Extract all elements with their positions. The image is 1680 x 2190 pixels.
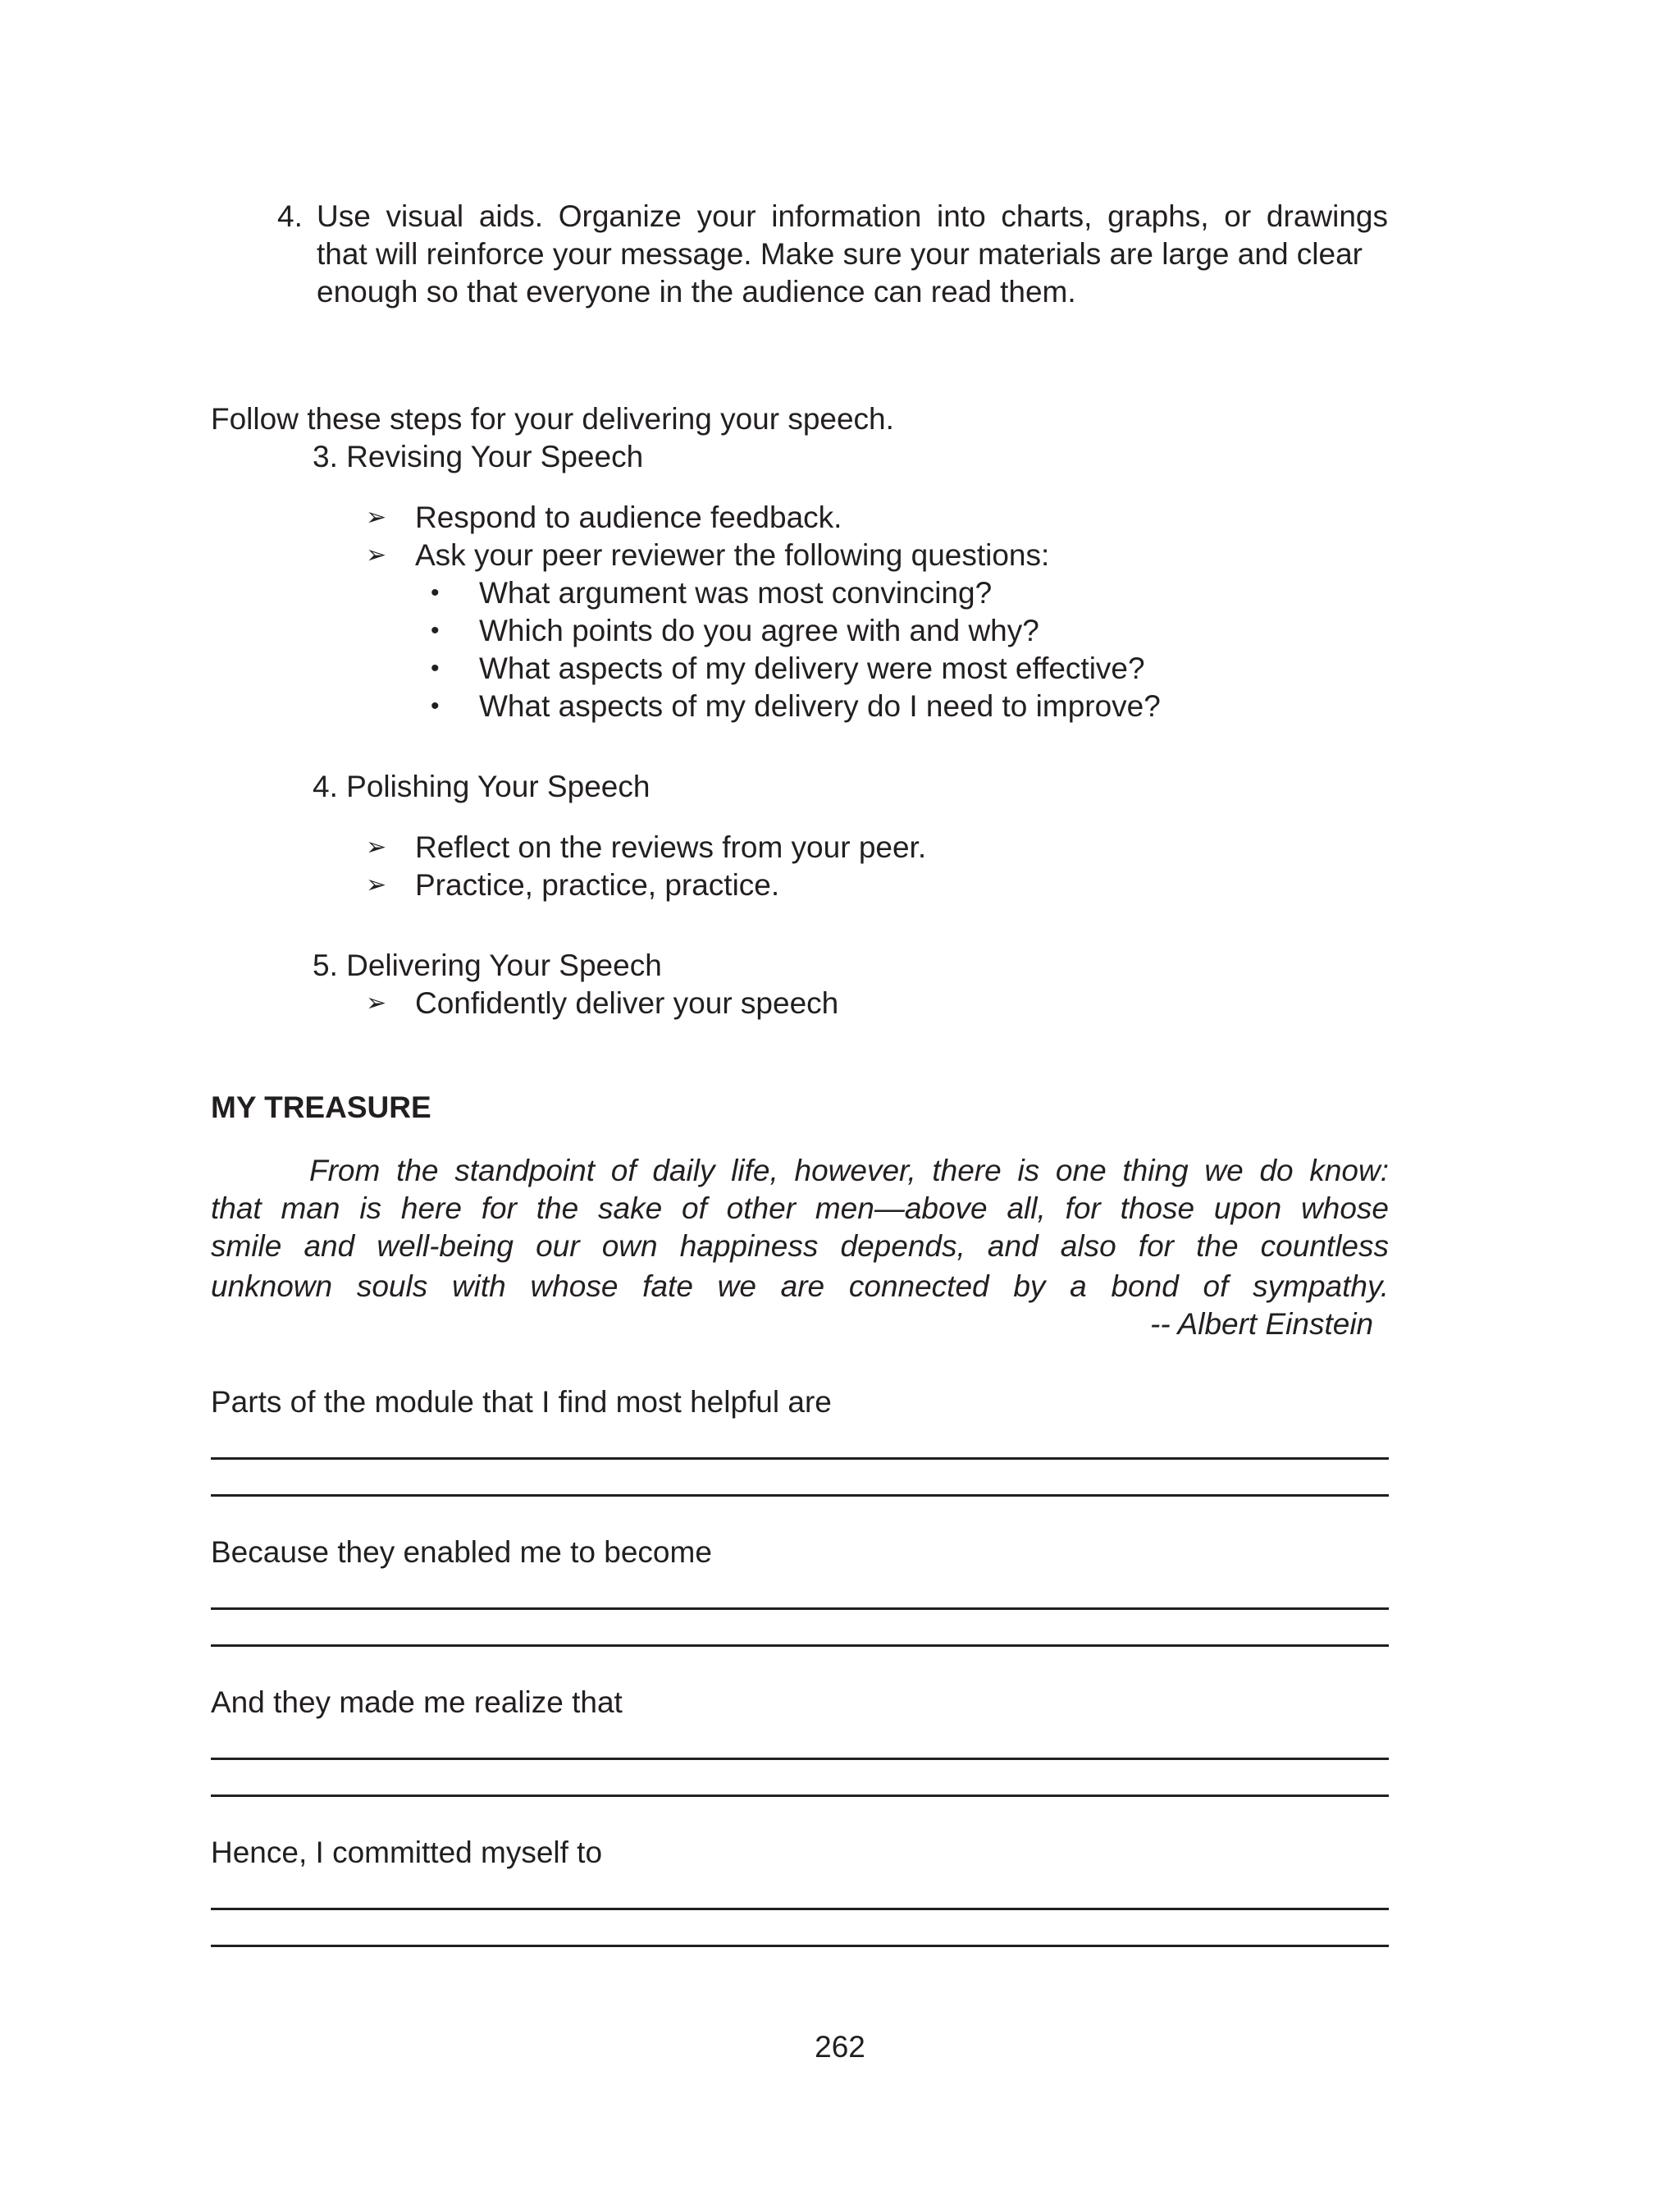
answer-line[interactable] bbox=[211, 1457, 1389, 1460]
step3-point-2: Ask your peer reviewer the following questions: bbox=[415, 538, 1050, 572]
question-2: Which points do you agree with and why? bbox=[479, 614, 1039, 647]
quote-line-4: unknown souls with whose fate we are connected by a bond of sympathy. bbox=[211, 1269, 1389, 1303]
answer-line[interactable] bbox=[211, 1795, 1389, 1797]
step4-title: 4. Polishing Your Speech bbox=[313, 770, 651, 803]
treasure-heading: MY TREASURE bbox=[211, 1090, 431, 1124]
step5-title: 5. Delivering Your Speech bbox=[313, 949, 662, 982]
item4-line-1: Use visual aids. Organize your information into charts, graphs, or drawings bbox=[317, 199, 1388, 233]
page-number: 262 bbox=[815, 2030, 865, 2064]
answer-line[interactable] bbox=[211, 1644, 1389, 1647]
reflection-prompt-2: Because they enabled me to become bbox=[211, 1535, 712, 1569]
bullet-icon: • bbox=[431, 693, 440, 720]
quote-line-3: smile and well-being our own happiness depends, and also for the countless bbox=[211, 1229, 1389, 1263]
reflection-prompt-3: And they made me realize that bbox=[211, 1685, 623, 1719]
answer-line[interactable] bbox=[211, 1607, 1389, 1610]
quote-line-1: From the standpoint of daily life, however, there is one thing we do know: bbox=[309, 1154, 1389, 1187]
arrow-icon: ➢ bbox=[366, 990, 387, 1017]
item4-number: 4. bbox=[277, 199, 303, 233]
quote-line-2: that man is here for the sake of other men—above all, for those upon whose bbox=[211, 1191, 1389, 1225]
question-1: What argument was most convincing? bbox=[479, 576, 993, 610]
arrow-icon: ➢ bbox=[366, 871, 387, 898]
step3-title: 3. Revising Your Speech bbox=[313, 440, 644, 473]
reflection-prompt-4: Hence, I committed myself to bbox=[211, 1836, 603, 1869]
bullet-icon: • bbox=[431, 579, 440, 606]
reflection-prompt-1: Parts of the module that I find most helpful are bbox=[211, 1385, 832, 1419]
question-4: What aspects of my delivery do I need to improve? bbox=[479, 689, 1161, 723]
step3-point-1: Respond to audience feedback. bbox=[415, 501, 842, 534]
steps-intro: Follow these steps for your delivering your speech. bbox=[211, 402, 894, 436]
answer-line[interactable] bbox=[211, 1945, 1389, 1947]
arrow-icon: ➢ bbox=[366, 504, 387, 531]
answer-line[interactable] bbox=[211, 1494, 1389, 1497]
answer-line[interactable] bbox=[211, 1908, 1389, 1910]
question-3: What aspects of my delivery were most effective? bbox=[479, 652, 1145, 685]
bullet-icon: • bbox=[431, 617, 440, 644]
item4-line-2: that will reinforce your message. Make sure your materials are large and clear bbox=[317, 237, 1363, 271]
item4-line-3: enough so that everyone in the audience can read them. bbox=[317, 275, 1076, 309]
bullet-icon: • bbox=[431, 655, 440, 682]
step5-point-1: Confidently deliver your speech bbox=[415, 986, 839, 1020]
arrow-icon: ➢ bbox=[366, 542, 387, 569]
step4-point-1: Reflect on the reviews from your peer. bbox=[415, 830, 927, 864]
quote-attribution: -- Albert Einstein bbox=[1150, 1307, 1374, 1341]
step4-point-2: Practice, practice, practice. bbox=[415, 868, 780, 902]
arrow-icon: ➢ bbox=[366, 834, 387, 861]
answer-line[interactable] bbox=[211, 1758, 1389, 1760]
